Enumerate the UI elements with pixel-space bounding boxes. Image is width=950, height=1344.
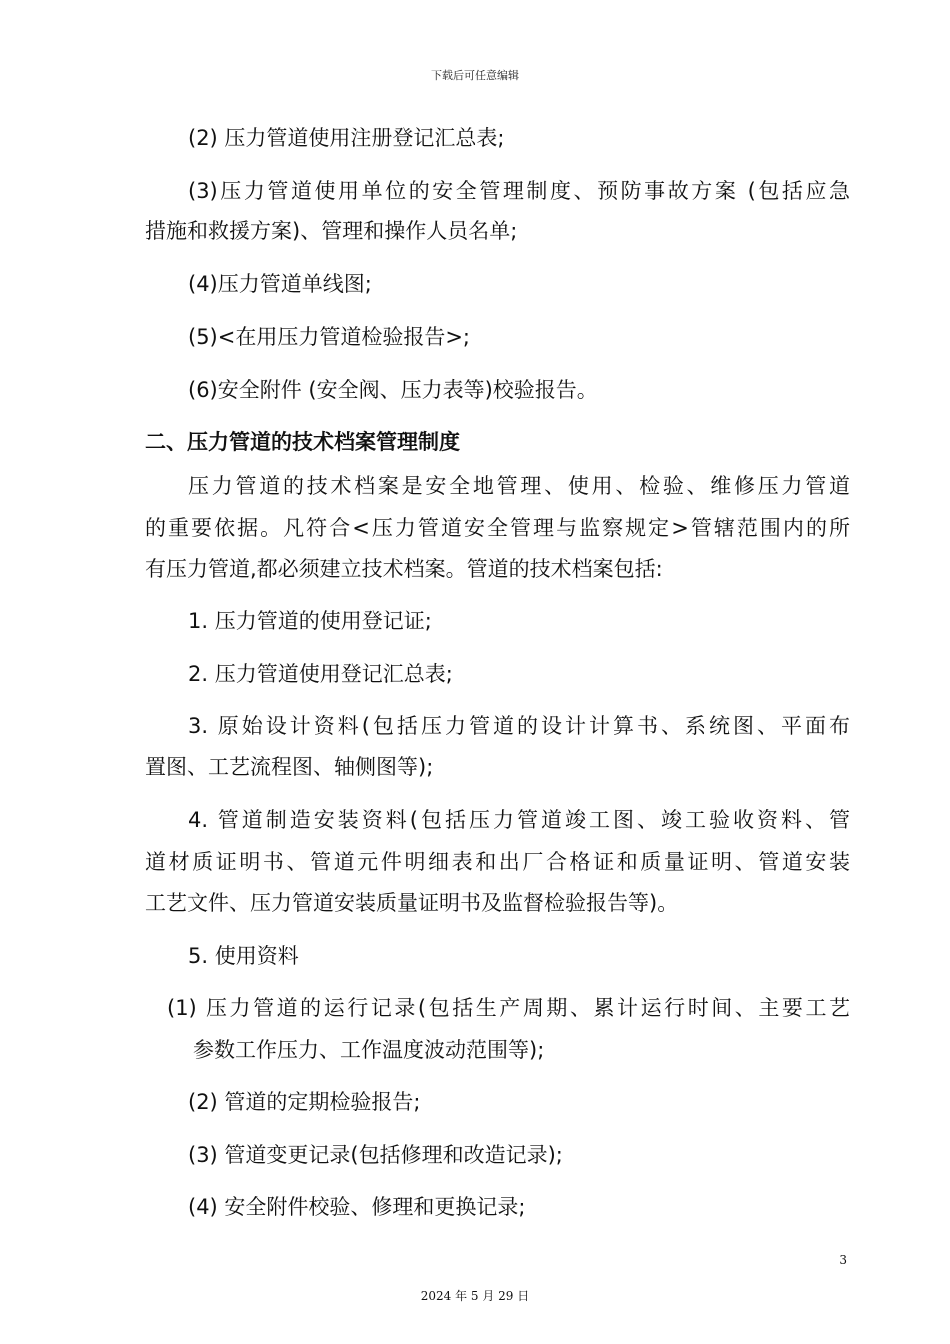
text-line: (3) 管道变更记录(包括修理和改造记录); [188, 1143, 563, 1167]
text-line: 置图、工艺流程图、轴侧图等); [145, 755, 434, 779]
text-line: 1. 压力管道的使用登记证; [188, 609, 432, 633]
text-line: 压力管道的技术档案是安全地管理、使用、检验、维修压力管道 [188, 474, 850, 498]
text-line: (4)压力管道单线图; [188, 272, 372, 296]
text-line: (3)压力管道使用单位的安全管理制度、预防事故方案 (包括应急 [188, 179, 850, 203]
text-line: 参数工作压力、工作温度波动范围等); [193, 1038, 545, 1062]
text-line: 工艺文件、压力管道安装质量证明书及监督检验报告等)。 [145, 891, 679, 915]
text-line: 的重要依据。凡符合<压力管道安全管理与监察规定>管辖范围内的所 [145, 516, 850, 540]
text-line: (4) 安全附件校验、修理和更换记录; [188, 1195, 526, 1219]
page-header: 下载后可任意编辑 [431, 69, 519, 82]
text-line: (6)安全附件 (安全阀、压力表等)校验报告。 [188, 378, 598, 402]
footer-date: 2024 年 5 月 29 日 [420, 1289, 530, 1303]
text-line: (5)<在用压力管道检验报告>; [188, 325, 471, 349]
section-heading: 二、压力管道的技术档案管理制度 [145, 430, 460, 454]
text-line: 2. 压力管道使用登记汇总表; [188, 662, 453, 686]
page-number: 3 [839, 1253, 847, 1267]
text-line: (2) 压力管道使用注册登记汇总表; [188, 126, 505, 150]
text-line: 4. 管道制造安装资料(包括压力管道竣工图、竣工验收资料、管 [188, 808, 850, 832]
text-line: 道材质证明书、管道元件明细表和出厂合格证和质量证明、管道安装 [145, 850, 850, 874]
text-line: 5. 使用资料 [188, 944, 299, 968]
text-line: 3. 原始设计资料(包括压力管道的设计计算书、系统图、平面布 [188, 714, 850, 738]
text-line: (2) 管道的定期检验报告; [188, 1090, 421, 1114]
text-line: 有压力管道,都必须建立技术档案。管道的技术档案包括: [145, 557, 663, 581]
text-line: 措施和救援方案)、管理和操作人员名单; [145, 219, 518, 243]
text-line: (1) 压力管道的运行记录(包括生产周期、累计运行时间、主要工艺 [167, 996, 850, 1020]
